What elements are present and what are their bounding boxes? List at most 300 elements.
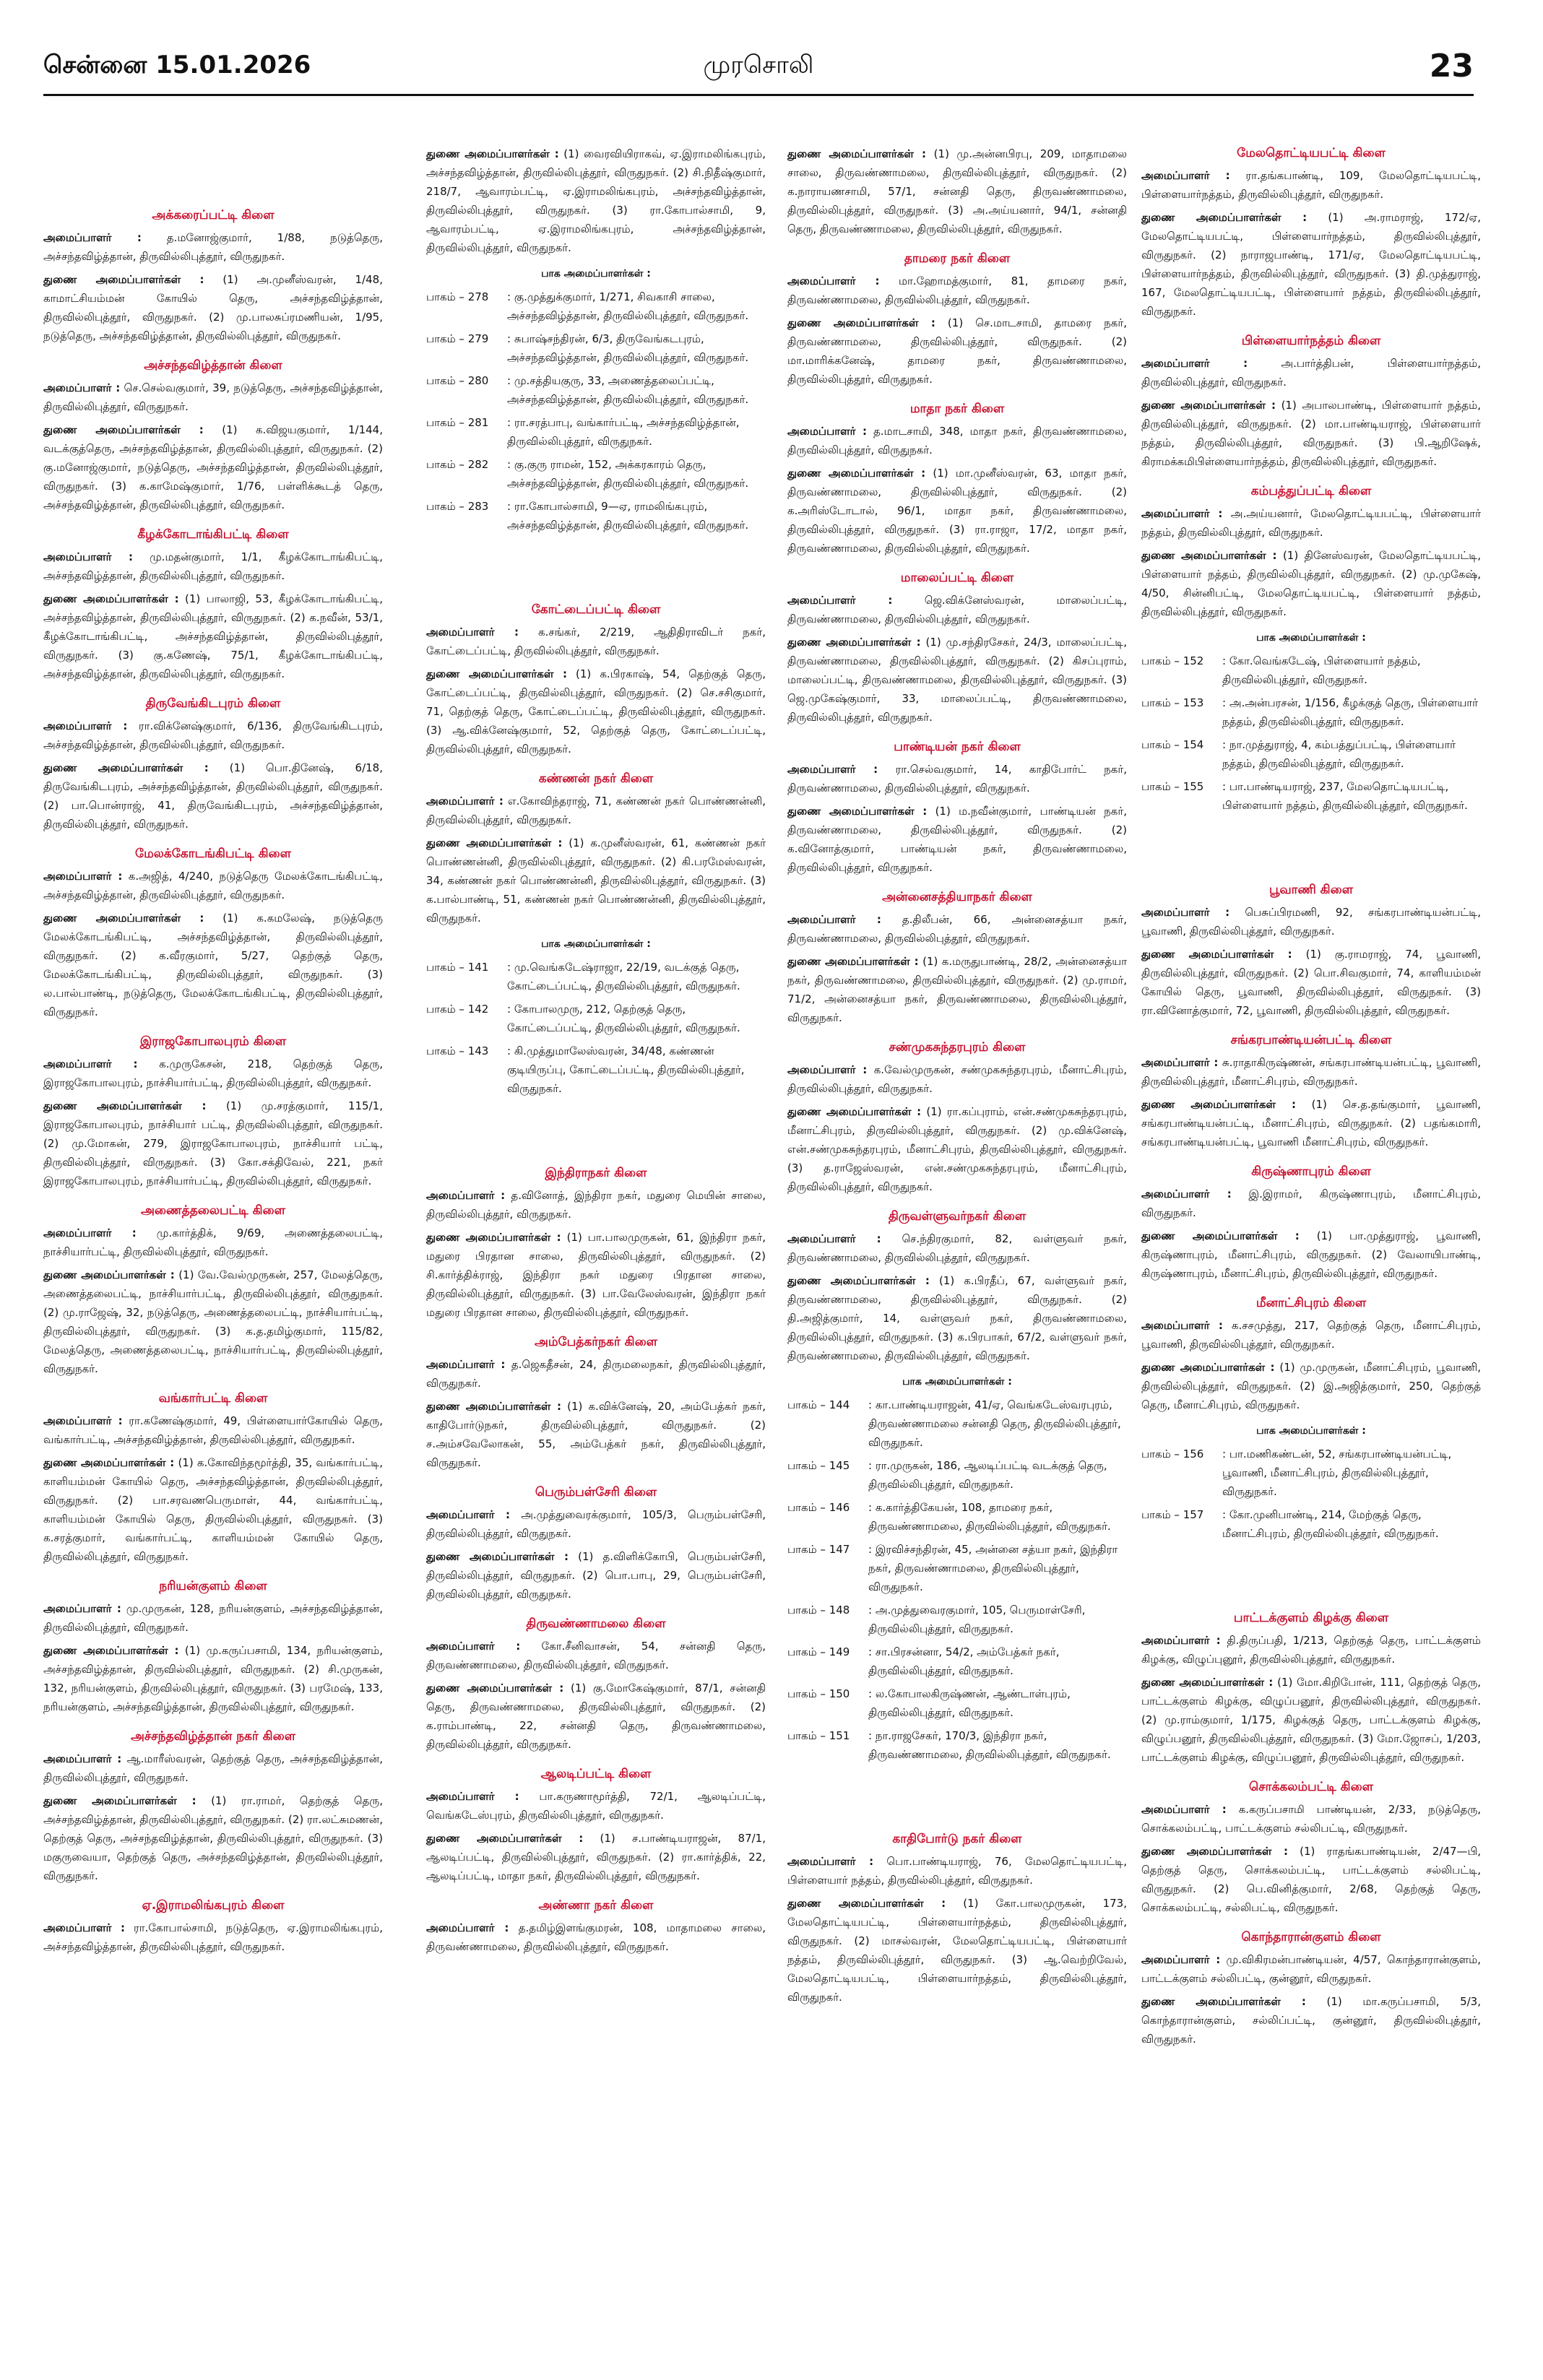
branch-heading: ஏ.இராமலிங்கபுரம் கிளை: [142, 1898, 285, 1913]
entry-text: (1) மு.முருகன், மீனாட்சிபுரம், பூவாணி, திருவில்லிபுத்தூர், விருதுநகர். (2) இ.அஜித்குமார், 250, தெற்குத் தெரு, மீனாட்சிபுரம், விருதுநகர்.: [1141, 1361, 1481, 1411]
booth-number: பாகம் – 153: [1141, 696, 1204, 709]
deputy-entry: [43, 1096, 383, 1190]
deputy-entry: [787, 464, 1127, 558]
entry-text: க.அஜித், 4/240, நடுத்தெரு மேலக்கோடங்கிபட்டி, அச்சந்தவிழ்த்தான், திருவில்லிபுத்தூர், விருதுநகர்.: [43, 870, 383, 901]
booth-row: [1141, 1445, 1481, 1501]
booth-number: பாகம் – 143: [426, 1044, 489, 1057]
entry-text: க.வேல்முருகன், சண்முகசுந்தரபுரம், மீனாட்சிபுரம், திருவில்லிபுத்தூர், விருதுநகர்.: [787, 1063, 1127, 1095]
booth-text: : சா.பிரசன்னா, 54/2, அம்பேத்கர் நகர், திருவில்லிபுத்தூர், விருதுநகர்.: [868, 1645, 1060, 1677]
booth-number: பாகம் – 150: [787, 1687, 850, 1700]
entry-text: இ.இராமர், கிருஷ்ணாபுரம், மீனாட்சிபுரம், விருதுநகர்.: [1141, 1187, 1481, 1219]
booth-row: [787, 1643, 1127, 1680]
booth-row: [1141, 693, 1481, 731]
leader-entry: [43, 1411, 383, 1449]
deputy-entry: [1141, 208, 1481, 321]
deputy-entry: [43, 1641, 383, 1716]
column-spacer: [1141, 819, 1481, 870]
booth-row: [787, 1726, 1127, 1764]
booth-text: : ரா.சரத்பாபு, வங்கார்பட்டி, அச்சந்தவிழ்த்தான், திருவில்லிபுத்தூர், விருதுநகர்.: [507, 416, 740, 448]
booth-row: [787, 1684, 1127, 1722]
deputy-label: துணை அமைப்பாளர்கள் :: [1141, 1361, 1275, 1374]
deputy-entry: [787, 633, 1127, 727]
entry-text: சு.ராதாகிருஷ்ணன், சங்கரபாண்டியன்பட்டி, பூவாணி, திருவில்லிபுத்தூர், மீனாட்சிபுரம், விருதுநகர்.: [1141, 1056, 1481, 1088]
branch-heading: ஆலடிப்பட்டி கிளை: [540, 1767, 652, 1781]
entry-text: மு.முருகன், 128, நரியன்குளம், அச்சந்தவிழ்த்தான், திருவில்லிபுத்தூர், விருதுநகர்.: [43, 1602, 383, 1634]
branch-heading: அச்சந்தவிழ்த்தான் கிளை: [144, 358, 282, 373]
deputy-label: துணை அமைப்பாளர்கள் :: [787, 955, 919, 968]
deputy-label: துணை அமைப்பாளர்கள் :: [426, 667, 567, 680]
branch-heading: கிருஷ்ணாபுரம் கிளை: [1251, 1164, 1371, 1179]
branch-heading: காதிபோர்டு நகர் கிளை: [892, 1832, 1022, 1846]
deputy-label: துணை அமைப்பாளர்கள் :: [787, 1897, 946, 1910]
entry-text: பா.கருணாமூர்த்தி, 72/1, ஆலடிப்பட்டி, வெங்கடேஸ்புரம், திருவில்லிபுத்தூர், விருதுநகர்.: [426, 1790, 766, 1822]
deputy-entry: [43, 1453, 383, 1566]
entry-text: (1) க.மருதுபாண்டி, 28/2, அன்னைசத்யா நகர், திருவண்ணாமலை, திருவில்லிபுத்தூர், விருதுநகர். (2) மு.ராமர், 71/2, அன்னைசத்யா நகர், திருவண்ணாமலை, திருவில்லிபுத்தூர், விருதுநகர்.: [787, 955, 1127, 1024]
leader-entry: [1141, 504, 1481, 542]
entry-text: மா.ஹோமத்குமார், 81, தாமரை நகர், திருவண்ணாமலை, திருவில்லிபுத்தூர், விருதுநகர்.: [787, 274, 1127, 306]
leader-entry: [43, 1055, 383, 1092]
leader-label: அமைப்பாளர் :: [426, 1921, 509, 1934]
leader-entry: [787, 910, 1127, 948]
leader-label: அமைப்பாளர் :: [43, 870, 123, 883]
entry-text: த.மனோஜ்குமார், 1/88, நடுத்தெரு, அச்சந்தவிழ்த்தான், திருவில்லிபுத்தூர், விருதுநகர்.: [43, 231, 383, 263]
deputy-label: துணை அமைப்பாளர்கள் :: [1141, 1995, 1306, 2008]
leader-label: அமைப்பாளர் :: [43, 719, 128, 732]
booth-heading: பாக அமைப்பாளர்கள் :: [541, 268, 651, 280]
entry-text: (1) மு.சந்திரசேகர், 24/3, மாலைப்பட்டி, திருவண்ணாமலை, திருவில்லிபுத்தூர், விருதுநகர். (2) கிசப்புராம், மாலைப்பட்டி, திருவண்ணாமலை, திருவில்லிபுத்தூர், விருதுநகர். (3) ஜெ.முகேஷ்குமார், 33, மாலைப்பட்டி, திருவண்ணாமலை, திருவில்லிபுத்தூர், விருதுநகர்.: [787, 636, 1127, 724]
deputy-label: துணை அமைப்பாளர்கள் :: [1141, 1676, 1274, 1689]
booth-row: [426, 455, 766, 493]
leader-entry: [1141, 354, 1481, 391]
booth-row: [426, 1042, 766, 1098]
deputy-label: துணை அமைப்பாளர்கள் :: [1141, 211, 1308, 224]
entry-text: (1) க.பிரதீப், 67, வள்ளுவர் நகர், திருவண்ணாமலை, திருவில்லிபுத்தூர், விருதுநகர். (2) தி.அஜித்குமார், 14, வள்ளுவர் நகர், திருவண்ணாமலை, திருவில்லிபுத்தூர், விருதுநகர். (3) க.பிரபாகர், 67/2, வள்ளுவர் நகர், திருவண்ணாமலை, திருவில்லிபுத்தூர், விருதுநகர்.: [787, 1274, 1127, 1362]
deputy-entry: [1141, 945, 1481, 1020]
booth-text: : பா.மணிகண்டன், 52, சங்கரபாண்டியன்பட்டி, பூவாணி, மீனாட்சிபுரம், திருவில்லிபுத்தூர், விருதுநகர்.: [1222, 1448, 1452, 1498]
entry-text: (1) மு.சரத்குமார், 115/1, இராஜகோபாலபுரம், நாச்சியார் பட்டி, திருவில்லிபுத்தூர், விருதுநகர். (2) மு.மோகன், 279, இராஜகோபாலபுரம், நாச்சியார் பட்டி, திருவில்லிபுத்தூர், விருதுநகர். (3) கோ.சக்திவேல், 221, நகர் இராஜகோபாலபுரம், நாச்சியார்பட்டி, திருவில்லிபுத்தூர், விருதுநகர்.: [43, 1099, 383, 1187]
deputy-label: துணை அமைப்பாளர்கள் :: [426, 1832, 584, 1845]
deputy-label: துணை அமைப்பாளர்கள் :: [43, 592, 179, 605]
leader-entry: [1141, 1950, 1481, 1988]
booth-number: பாகம் – 142: [426, 1003, 489, 1016]
entry-text: (1) கு.ராமராஜ், 74, பூவாணி, திருவில்லிபுத்தூர், விருதுநகர். (2) பொ.சிவகுமார், 74, காளியம்மன் கோயில் தெரு, பூவாணி, திருவில்லிபுத்தூர், விருதுநகர். (3) ரா.வினோத்குமார், 72, பூவாணி, திருவில்லிபுத்தூர், விருதுநகர்.: [1141, 948, 1481, 1017]
leader-entry: [43, 1599, 383, 1637]
booth-text: : க.கார்த்திகேயன், 108, தாமரை நகர், திருவண்ணாமலை, திருவில்லிபுத்தூர், விருதுநகர்.: [868, 1501, 1111, 1533]
booth-text: : மு.வெங்கடேஷ்ராஜா, 22/19, வடக்குத் தெரு, கோட்டைப்பட்டி, திருவில்லிபுத்தூர், விருதுநகர்.: [507, 961, 740, 992]
deputy-entry: [787, 144, 1127, 238]
booth-row: [787, 1456, 1127, 1494]
booth-row: [426, 1000, 766, 1037]
branch-heading: திருவேங்கிடபுரம் கிளை: [145, 696, 281, 711]
leader-label: அமைப்பாளர் :: [787, 913, 881, 926]
entry-text: (1) க.விக்னேஷ், 20, அம்பேத்கர் நகர், காதிபோர்டுநகர், திருவில்லிபுத்தூர், விருதுநகர். (2) ச.அம்சவேலோகன், 55, அம்பேத்கர் நகர், திருவில்லிபுத்தூர், விருதுநகர்.: [426, 1400, 766, 1469]
deputy-entry: [43, 1265, 383, 1378]
entry-text: (1) மா.முனீஸ்வரன், 63, மாதா நகர், திருவண்ணாமலை, திருவில்லிபுத்தூர், விருதுநகர். (2) க.அரிஸ்டோடால், 96/1, மாதா நகர், திருவண்ணாமலை, திருவில்லிபுத்தூர், விருதுநகர். (3) ரா.ராஜா, 17/2, மாதா நகர், திருவண்ணாமலை, திருவில்லிபுத்தூர், விருதுநகர்.: [787, 467, 1127, 555]
header-rule: [43, 94, 1474, 96]
deputy-entry: [1141, 546, 1481, 621]
deputy-entry: [1141, 1226, 1481, 1283]
masthead: [43, 48, 1474, 87]
entry-text: (1) மோ.கிறிபோன், 111, தெற்குத் தெரு, பாட்டக்குளம் கிழக்கு, விழுப்பனூர், திருவில்லிபுத்தூர், விருதுநகர். (2) மு.ராம்குமார், 1/175, கிழக்குத் தெரு, பாட்டக்குளம் கிழக்கு, விழுப்பனூர், திருவில்லிபுத்தூர், விருதுநகர். (3) மோ.ஜோசப், 1/203, பாட்டக்குளம் கிழக்கு, விழுப்பனூர், திருவில்லிபுத்தூர், விருதுநகர்.: [1141, 1676, 1481, 1764]
entry-text: (1) ரா.கப்புராம், என்.சண்முகசுந்தரபுரம், மீனாட்சிபுரம், திருவில்லிபுத்தூர், விருதுநகர். (2) மு.விக்னேஷ், என்.சண்முகசுந்தரபுரம், மீனாட்சிபுரம், திருவில்லிபுத்தூர், விருதுநகர். (3) த.ராஜேஸ்வரன், என்.சண்முகசுந்தரபுரம், மீனாட்சிபுரம், திருவில்லிபுத்தூர், விருதுநகர்.: [787, 1105, 1127, 1193]
deputy-label: துணை அமைப்பாளர்கள் :: [426, 1400, 561, 1413]
booth-heading: பாக அமைப்பாளர்கள் :: [1256, 632, 1366, 644]
deputy-entry: [1141, 1842, 1481, 1917]
deputy-label: துணை அமைப்பாளர்கள் :: [787, 1105, 922, 1118]
column-2: [426, 144, 766, 2355]
leader-label: அமைப்பாளர் :: [43, 550, 133, 563]
booth-heading: பாக அமைப்பாளர்கள் :: [541, 938, 651, 950]
booth-text: : கி.முத்துமாலேஸ்வரன், 34/48, கண்ணன் குடியிருப்பு, கோட்டைப்பட்டி, திருவில்லிபுத்தூர், விருதுநகர்.: [507, 1044, 745, 1095]
booth-number: பாகம் – 279: [426, 332, 489, 345]
deputy-entry: [787, 802, 1127, 877]
booth-number: பாகம் – 154: [1141, 738, 1204, 751]
leader-label: அமைப்பாளர் :: [1141, 1634, 1221, 1647]
column-spacer: [43, 144, 383, 195]
booth-row: [787, 1498, 1127, 1536]
leader-entry: [43, 1224, 383, 1261]
deputy-entry: [1141, 1358, 1481, 1414]
deputy-entry: [426, 1679, 766, 1754]
booth-text: : நா.ராஜசேகர், 170/3, இந்திரா நகர், திருவண்ணாமலை, திருவில்லிபுத்தூர், விருதுநகர்.: [868, 1729, 1111, 1761]
deputy-label: துணை அமைப்பாளர்கள் :: [426, 147, 559, 160]
issue-date: சென்னை 15.01.2026: [43, 51, 311, 79]
branch-heading: பாட்டக்குளம் கிழக்கு கிளை: [1233, 1611, 1389, 1625]
booth-number: பாகம் – 155: [1141, 780, 1204, 793]
branch-heading: மேலக்கோடங்கிபட்டி கிளை: [135, 847, 291, 861]
booth-text: : கு.முத்துக்குமார், 1/271, சிவகாசி சாலை, அச்சந்தவிழ்த்தான், திருவில்லிபுத்தூர், விருதுநகர்.: [507, 290, 749, 322]
booth-number: பாகம் – 157: [1141, 1508, 1204, 1521]
booth-text: : ரா.முருகன், 186, ஆலடிப்பட்டி வடக்குத் தெரு, திருவில்லிபுத்தூர், விருதுநகர்.: [868, 1459, 1107, 1491]
entry-text: பெசுப்பிரமணி, 92, சங்கரபாண்டியன்பட்டி, பூவாணி, திருவில்லிபுத்தூர், விருதுநகர்.: [1141, 906, 1481, 938]
booth-row: [1141, 777, 1481, 815]
leader-label: அமைப்பாளர் :: [426, 1358, 506, 1371]
leader-label: அமைப்பாளர் :: [787, 274, 880, 287]
entry-text: த.ஜெகதீசன், 24, திருமலைநகர், திருவில்லிபுத்தூர், விருதுநகர்.: [426, 1358, 766, 1390]
branch-heading: அண்ணா நகர் கிளை: [538, 1898, 654, 1913]
entry-text: க.சங்கர், 2/219, ஆதிதிராவிடர் நகர், கோட்டைப்பட்டி, திருவில்லிபுத்தூர், விருதுநகர்.: [426, 626, 766, 657]
leader-label: அமைப்பாளர் :: [43, 1602, 121, 1615]
column-spacer: [426, 539, 766, 589]
leader-entry: [787, 591, 1127, 628]
booth-row: [426, 371, 766, 409]
leader-label: அமைப்பாளர் :: [1141, 1953, 1221, 1966]
booth-row: [1141, 735, 1481, 773]
entry-text: அ.அய்யனார், மேலதொட்டியபட்டி, பிள்ளையார் நத்தம், திருவில்லிபுத்தூர், விருதுநகர்.: [1141, 507, 1481, 539]
entry-text: (1) பொ.தினேஷ், 6/18, திருவேங்கிடபுரம், அச்சந்தவிழ்த்தான், திருவில்லிபுத்தூர், விருதுநகர். (2) பா.பொன்ராஜ், 41, திருவேங்கிடபுரம், அச்சந்தவிழ்த்தான், திருவில்லிபுத்தூர், விருதுநகர்.: [43, 761, 383, 831]
branch-heading: திருவள்ளுவர்நகர் கிளை: [888, 1209, 1026, 1224]
leader-entry: [426, 1918, 766, 1956]
booth-number: பாகம் – 148: [787, 1604, 850, 1617]
entry-text: (1) மு.அன்னபிரபு, 209, மாதாமலை சாலை, திருவண்ணாமலை, திருவில்லிபுத்தூர், விருதுநகர். (2) க.நாராயணசாமி, 57/1, சன்னதி தெரு, திருவண்ணாமலை, திருவில்லிபுத்தூர், விருதுநகர். (3) அ.அய்யனார், 94/1, சன்னதி தெரு, திருவண்ணாமலை, திருவில்லிபுத்தூர், விருதுநகர்.: [787, 147, 1127, 235]
entry-text: மு.மதன்குமார், 1/1, கீழக்கோடாங்கிபட்டி, அச்சந்தவிழ்த்தான், திருவில்லிபுத்தூர், விருதுநகர்.: [43, 550, 383, 582]
leader-entry: [1141, 1185, 1481, 1222]
branch-heading: நரியன்குளம் கிளை: [159, 1579, 267, 1593]
booth-row: [787, 1540, 1127, 1596]
deputy-label: துணை அமைப்பாளர்கள் :: [43, 912, 204, 925]
branch-heading: திருவண்ணாமலை கிளை: [526, 1617, 666, 1631]
branch-heading: இந்திராநகர் கிளை: [545, 1166, 647, 1180]
column-4: [1141, 144, 1481, 2355]
entry-text: செ.செல்வகுமார், 39, நடுத்தெரு, அச்சந்தவிழ்த்தான், திருவில்லிபுத்தூர், விருதுநகர்.: [43, 381, 383, 413]
leader-entry: [1141, 1631, 1481, 1669]
entry-text: த.தமிழ்இளங்குமரன், 108, மாதாமலை சாலை, திருவண்ணாமலை, திருவில்லிபுத்தூர், விருதுநகர்.: [426, 1921, 766, 1953]
branch-heading: பாண்டியன் நகர் கிளை: [894, 740, 1021, 754]
leader-entry: [426, 1355, 766, 1393]
leader-entry: [43, 867, 383, 904]
leader-label: அமைப்பாளர் :: [787, 1232, 881, 1245]
leader-entry: [787, 1852, 1127, 1890]
deputy-entry: [426, 144, 766, 257]
deputy-label: துணை அமைப்பாளர்கள் :: [43, 1644, 179, 1657]
deputy-entry: [426, 665, 766, 758]
leader-entry: [43, 228, 383, 266]
deputy-entry: [426, 1829, 766, 1885]
booth-number: பாகம் – 146: [787, 1501, 850, 1514]
entry-text: (1) க.விஜயகுமார், 1/144, வடக்குத்தெரு, அச்சந்தவிழ்த்தான், திருவில்லிபுத்தூர், விருதுநகர். (2) கு.மனோஜ்குமார், நடுத்தெரு, அச்சந்தவிழ்த்தான், திருவில்லிபுத்தூர், விருதுநகர். (3) க.காமேஷ்குமார், 1/76, பள்ளிக்கூடத் தெரு, அச்சந்தவிழ்த்தான், திருவில்லிபுத்தூர், விருதுநகர்.: [43, 423, 383, 511]
leader-label: அமைப்பாளர் :: [43, 1414, 123, 1427]
branch-heading: அணைத்தலைபட்டி கிளை: [141, 1203, 285, 1218]
entry-text: (1) செ.மாடசாமி, தாமரை நகர், திருவண்ணாமலை, திருவில்லிபுத்தூர், விருதுநகர். (2) மா.மாரிக்கனேஷ், தாமரை நகர், திருவண்ணாமலை, திருவில்லிபுத்தூர், விருதுநகர்.: [787, 316, 1127, 386]
leader-entry: [787, 760, 1127, 797]
deputy-label: துணை அமைப்பாளர்கள் :: [787, 1274, 930, 1287]
branch-heading: மாலைப்பட்டி கிளை: [900, 571, 1014, 585]
booth-number: பாகம் – 152: [1141, 654, 1204, 667]
booth-text: : கோ.வெங்கடேஷ், பிள்ளையார் நத்தம், திருவில்லிபுத்தூர், விருதுநகர்.: [1222, 654, 1421, 686]
leader-entry: [426, 1505, 766, 1543]
branch-heading: மேலதொட்டியபட்டி கிளை: [1237, 146, 1386, 160]
entry-text: (1) ரா.ராமர், தெற்குத் தெரு, அச்சந்தவிழ்த்தான், திருவில்லிபுத்தூர், விருதுநகர். (2) ரா.லட்சுமணன், தெற்குத் தெரு, அச்சந்தவிழ்த்தான், திருவில்லிபுத்தூர், விருதுநகர். (3) மகுருவையா, தெற்குத் தெரு, அச்சந்தவிழ்த்தான், திருவில்லிபுத்தூர், விருதுநகர்.: [43, 1794, 383, 1882]
branch-heading: சொக்கலம்பட்டி கிளை: [1248, 1780, 1374, 1794]
branch-heading: மாதா நகர் கிளை: [909, 402, 1005, 416]
deputy-entry: [43, 758, 383, 834]
booth-text: : சுபாஷ்சந்திரன், 6/3, திருவேங்கடபுரம், அச்சந்தவிழ்த்தான், திருவில்லிபுத்தூர், விருதுநகர்.: [507, 332, 749, 364]
branch-heading: கண்ணன் நகர் கிளை: [538, 771, 654, 786]
booth-text: : கா.பாண்டியராஜன், 41/ஏ, வெங்கடேஸ்வரபுரம், திருவண்ணாமலை சன்னதி தெரு, திருவில்லிபுத்தூர், விருதுநகர்.: [868, 1398, 1121, 1449]
deputy-label: துணை அமைப்பாளர்கள் :: [787, 805, 928, 818]
booth-number: பாகம் – 151: [787, 1729, 850, 1742]
deputy-label: துணை அமைப்பாளர்கள் :: [43, 1456, 175, 1469]
booth-row: [426, 413, 766, 451]
leader-label: அமைப்பாளர் :: [426, 1508, 511, 1521]
entry-text: (1) ம.நவீன்குமார், பாண்டியன் நகர், திருவண்ணாமலை, திருவில்லிபுத்தூர், விருதுநகர். (2) க.வினோத்குமார், பாண்டியன் நகர், திருவண்ணாமலை, திருவில்லிபுத்தூர், விருதுநகர்.: [787, 805, 1127, 874]
booth-row: [1141, 652, 1481, 689]
deputy-entry: [787, 1271, 1127, 1365]
booth-text: : கு.குரு ராமன், 152, அக்கரகாரம் தெரு, அச்சந்தவிழ்த்தான், திருவில்லிபுத்தூர், விருதுநகர்.: [507, 458, 749, 490]
deputy-entry: [1141, 1673, 1481, 1767]
branch-heading: பூவாணி கிளை: [1268, 883, 1354, 897]
branch-heading: அக்கரைப்பட்டி கிளை: [152, 208, 275, 222]
entry-text: (1) மு.கருப்பசாமி, 134, நரியன்குளம், அச்சந்தவிழ்த்தான், திருவில்லிபுத்தூர், விருதுநகர். (2) சி.முருகன், 132, நரியன்குளம், திருவில்லிபுத்தூர், விருதுநகர். (3) பரமேஷ், 133, நரியன்குளம், அச்சந்தவிழ்த்தான், திருவில்லிபுத்தூர், விருதுநகர்.: [43, 1644, 383, 1713]
deputy-entry: [787, 1894, 1127, 2007]
deputy-entry: [43, 420, 383, 514]
branch-heading: வங்கார்பட்டி கிளை: [158, 1391, 268, 1406]
entry-text: ரா.கணேஷ்குமார், 49, பிள்ளையார்கோயில் தெரு, வங்கார்பட்டி, அச்சந்தவிழ்த்தான், திருவில்லிபுத்தூர், விருதுநகர்.: [43, 1414, 383, 1446]
leader-entry: [426, 1787, 766, 1825]
entry-text: (1) க.கமலேஷ், நடுத்தெரு மேலக்கோடங்கிபட்டி, அச்சந்தவிழ்த்தான், திருவில்லிபுத்தூர், விருதுநகர். (2) க.வீரகுமார், 5/27, தெற்குத் தெரு, மேலக்கோடங்கிபட்டி, திருவில்லிபுத்தூர், விருதுநகர். (3) ல.பால்பாண்டி, நடுத்தெரு, மேலக்கோடங்கிபட்டி, திருவில்லிபுத்தூர், விருதுநகர்.: [43, 912, 383, 1018]
leader-entry: [1141, 903, 1481, 940]
entry-text: (1) தினேஸ்வரன், மேலதொட்டியபட்டி, பிள்ளையார் நத்தம், திருவில்லிபுத்தூர், விருதுநகர். (2) மு.முகேஷ், 4/50, சின்னிபட்டி, மேலதொட்டியபட்டி, பிள்ளையார் நத்தம், திருவில்லிபுத்தூர், விருதுநகர்.: [1141, 549, 1481, 618]
entry-text: (1) மா.கருப்பசாமி, 5/3, கொந்தாரான்குளம், சல்லிப்பட்டி, குன்னூர், திருவில்லிபுத்தூர், விருதுநகர்.: [1141, 1995, 1481, 2046]
entry-text: ஜெ.விக்னேஸ்வரன், மாலைப்பட்டி, திருவண்ணாமலை, திருவில்லிபுத்தூர், விருதுநகர்.: [787, 594, 1127, 626]
leader-entry: [43, 378, 383, 416]
entry-text: த.வினோத், இந்திரா நகர், மதுரை மெயின் சாலை, திருவில்லிபுத்தூர், விருதுநகர்.: [426, 1189, 766, 1221]
booth-number: பாகம் – 282: [426, 458, 489, 471]
entry-text: செ.ந்திரகுமார், 82, வள்ளுவர் நகர், திருவண்ணாமலை, திருவில்லிபுத்தூர், விருதுநகர்.: [787, 1232, 1127, 1264]
entry-text: மு.விகிரமன்பாண்டியன், 4/57, கொந்தாரான்குளம், பாட்டக்குளம் சல்லிபட்டி, குன்னூர், விருதுநகர்.: [1141, 1953, 1481, 1985]
leader-label: அமைப்பாளர் :: [43, 1226, 137, 1239]
column-spacer: [787, 1768, 1127, 1819]
booth-number: பாகம் – 141: [426, 961, 489, 974]
booth-text: : மு.சத்தியகுரு, 33, அணைத்தலைப்பட்டி, அச்சந்தவிழ்த்தான், திருவில்லிபுத்தூர், விருதுநகர்.: [507, 374, 749, 406]
leader-entry: [1141, 1800, 1481, 1838]
deputy-label: துணை அமைப்பாளர்கள் :: [1141, 1845, 1288, 1858]
booth-number: பாகம் – 281: [426, 416, 489, 429]
leader-entry: [787, 422, 1127, 459]
deputy-entry: [1141, 1095, 1481, 1151]
leader-label: அமைப்பாளர் :: [1141, 1319, 1223, 1332]
branch-heading: சங்கரபாண்டியன்பட்டி கிளை: [1230, 1033, 1392, 1047]
entry-text: மு.கார்த்திக், 9/69, அணைத்தலைபட்டி, நாச்சியார்பட்டி, திருவில்லிபுத்தூர், விருதுநகர்.: [43, 1226, 383, 1258]
deputy-label: துணை அமைப்பாளர்கள் :: [426, 1231, 561, 1244]
deputy-entry: [43, 1791, 383, 1885]
leader-label: அமைப்பாளர் :: [787, 763, 878, 776]
column-1: [43, 144, 383, 2355]
entry-text: த.மாடசாமி, 348, மாதா நகர், திருவண்ணாமலை, திருவில்லிபுத்தூர், விருதுநகர்.: [787, 425, 1127, 456]
leader-label: அமைப்பாளர் :: [787, 425, 867, 438]
booth-number: பாகம் – 283: [426, 500, 489, 513]
deputy-label: துணை அமைப்பாளர்கள் :: [43, 1268, 175, 1281]
deputy-entry: [787, 1102, 1127, 1196]
branch-heading: பெரும்பள்சேரி கிளை: [535, 1485, 657, 1500]
page-number: 23: [1429, 48, 1474, 85]
booth-row: [787, 1601, 1127, 1638]
leader-entry: [1141, 1316, 1481, 1354]
leader-entry: [426, 792, 766, 829]
deputy-entry: [43, 270, 383, 345]
leader-label: அமைப்பாளர் :: [426, 626, 519, 639]
deputy-label: துணை அமைப்பாளர்கள் :: [43, 761, 209, 774]
column-spacer: [426, 1102, 766, 1153]
deputy-label: துணை அமைப்பாளர்கள் :: [43, 1794, 196, 1807]
branch-heading: மீனாட்சிபுரம் கிளை: [1255, 1296, 1367, 1310]
entry-text: (1) பாலாஜி, 53, கீழக்கோடாங்கிபட்டி, அச்சந்தவிழ்த்தான், திருவில்லிபுத்தூர், விருதுநகர். (2) க.நவீன், 53/1, கீழக்கோடாங்கிபட்டி, அச்சந்தவிழ்த்தான், திருவில்லிபுத்தூர், விருதுநகர். (3) கு.கணேஷ், 75/1, கீழக்கோடாங்கிபட்டி, அச்சந்தவிழ்த்தான், திருவில்லிபுத்தூர், விருதுநகர்.: [43, 592, 383, 680]
deputy-entry: [1141, 1992, 1481, 2048]
entry-text: தி.திருப்பதி, 1/213, தெற்குத் தெரு, பாட்டக்குளம் கிழக்கு, விழுப்புனூர், திருவில்லிபுத்தூர், விருதுநகர்.: [1141, 1634, 1481, 1666]
entry-text: த.திலீபன், 66, அன்னைசத்யா நகர், திருவண்ணாமலை, திருவில்லிபுத்தூர், விருதுநகர்.: [787, 913, 1127, 945]
leader-label: அமைப்பாளர் :: [787, 1063, 868, 1076]
entry-text: க.கருப்பசாமி பாண்டியன், 2/33, நடுத்தெரு, சொக்கலம்பட்டி, பாட்டக்குளம் சல்லிபட்டி, விருதுநகர்.: [1141, 1803, 1481, 1835]
booth-number: பாகம் – 280: [426, 374, 489, 387]
branch-heading: கோட்டைப்பட்டி கிளை: [531, 602, 661, 617]
deputy-label: துணை அமைப்பாளர்கள் :: [43, 1099, 207, 1112]
entry-text: (1) க.பிரகாஷ், 54, தெற்குத் தெரு, கோட்டைப்பட்டி, திருவில்லிபுத்தூர், விருதுநகர். (2) செ.சசிகுமார், 71, தெற்குத் தெரு, கோட்டைப்பட்டி, திருவில்லிபுத்தூர், விருதுநகர். (3) ஆ.விக்னேஷ்குமார், 52, தெற்குத் தெரு, கோட்டைப்பட்டி, திருவில்லிபுத்தூர், விருதுநகர்.: [426, 667, 766, 756]
leader-label: அமைப்பாளர் :: [426, 1790, 519, 1803]
deputy-label: துணை அமைப்பாளர்கள் :: [426, 1682, 564, 1695]
entry-text: அ.பார்த்திபன், பிள்ளையார்நத்தம், திருவில்லிபுத்தூர், விருதுநகர்.: [1141, 357, 1481, 389]
leader-label: அமைப்பாளர் :: [43, 381, 121, 394]
booth-text: : அ.அன்பரசன், 1/156, கீழக்குத் தெரு, பிள்ளையார் நத்தம், திருவில்லிபுத்தூர், விருதுநகர்.: [1222, 696, 1478, 728]
entry-text: (1) அ.ராமராஜ், 172/ஏ, மேலதொட்டியபட்டி, பிள்ளையார்நத்தம், திருவில்லிபுத்தூர், விருதுநகர். (2) நாராஜபாண்டி, 171/ஏ, மேலதொட்டியபட்டி, பிள்ளையார்நத்தம், திருவில்லிபுத்தூர், விருதுநகர். (3) தி.முத்துராஜ், 167, மேலதொட்டியபட்டி, பிள்ளையார் நத்தம், திருவில்லிபுத்தூர், விருதுநகர்.: [1141, 211, 1481, 318]
deputy-label: துணை அமைப்பாளர்கள் :: [1141, 1229, 1300, 1242]
booth-row: [426, 958, 766, 995]
booth-row: [426, 329, 766, 367]
leader-label: அமைப்பாளர் :: [1141, 1056, 1219, 1069]
branch-heading: கீழக்கோடாங்கிபட்டி கிளை: [137, 527, 289, 542]
leader-label: அமைப்பாளர் :: [1141, 1803, 1227, 1816]
leader-label: அமைப்பாளர் :: [426, 1189, 506, 1202]
entry-text: (1) க.கோவிந்தமூர்த்தி, 35, வங்கார்பட்டி, காளியம்மன் கோயில் தெரு, அச்சந்தவிழ்த்தான், திருவில்லிபுத்தூர், விருதுநகர். (2) பா.சரவணபெருமாள், 44, வங்கார்பட்டி, காளியம்மன் கோயில் தெரு, திருவில்லிபுத்தூர், விருதுநகர். (3) க.சரத்குமார், வங்கார்பட்டி, காளியம்மன் கோயில் தெரு, திருவில்லிபுத்தூர், விருதுநகர்.: [43, 1456, 383, 1563]
leader-entry: [787, 1060, 1127, 1098]
deputy-entry: [1141, 396, 1481, 471]
entry-text: (1) கோ.பாலமுருகன், 173, மேலதொட்டியபட்டி, பிள்ளையார்நத்தம், திருவில்லிபுத்தூர், விருதுநகர். (2) மாசல்வரன், மேலதொட்டியபட்டி, பிள்ளையார் நத்தம், திருவில்லிபுத்தூர், விருதுநகர். (3) ஆ.வெற்றிவேல், மேலதொட்டியபட்டி, பிள்ளையார்நத்தம், திருவில்லிபுத்தூர், விருதுநகர்.: [787, 1897, 1127, 2004]
deputy-label: துணை அமைப்பாளர்கள் :: [43, 273, 204, 286]
branch-heading: அம்பேத்கர்நகர் கிளை: [534, 1335, 658, 1349]
booth-text: : கோ.முனிபாண்டி, 214, மேற்குத் தெரு, மீனாட்சிபுரம், திருவில்லிபுத்தூர், விருதுநகர்.: [1222, 1508, 1439, 1540]
booth-heading: பாக அமைப்பாளர்கள் :: [902, 1376, 1012, 1388]
leader-entry: [1141, 166, 1481, 204]
deputy-label: துணை அமைப்பாளர்கள் :: [1141, 1098, 1296, 1111]
leader-label: அமைப்பாளர் :: [1141, 357, 1248, 370]
booth-text: : அ.முத்துவைரகுமார், 105, பெருமாள்சேரி, திருவில்லிபுத்தூர், விருதுநகர்.: [868, 1604, 1086, 1635]
entry-text: எ.கோவிந்தராஜ், 71, கண்ணன் நகர் பொண்ணன்னி, திருவில்லிபுத்தூர், விருதுநகர்.: [426, 795, 766, 826]
newspaper-name: முரசொலி: [703, 51, 814, 79]
entry-text: ரா.தங்கபாண்டி, 109, மேலதொட்டியபட்டி, பிள்ளையார்நத்தம், திருவில்லிபுத்தூர், விருதுநகர்.: [1141, 169, 1481, 201]
entry-text: (1) த.விளிக்கோபி, பெரும்பள்சேரி, திருவில்லிபுத்தூர், விருதுநகர். (2) பொ.பாபு, 29, பெரும்பள்சேரி, திருவில்லிபுத்தூர், விருதுநகர்.: [426, 1550, 766, 1601]
entry-text: (1) ச.பாண்டியராஜன், 87/1, ஆலடிப்பட்டி, திருவில்லிபுத்தூர், விருதுநகர். (2) ரா.கார்த்திக், 22, ஆலடிப்பட்டி, மாதா நகர், திருவில்லிபுத்தூர், விருதுநகர்.: [426, 1832, 766, 1882]
booth-text: : பா.பாண்டியராஜ், 237, மேலதொட்டியபட்டி, பிள்ளையார் நத்தம், திருவில்லிபுத்தூர், விருதுநகர்.: [1222, 780, 1468, 812]
branch-heading: இராஜகோபாலபுரம் கிளை: [139, 1034, 287, 1049]
leader-label: அமைப்பாளர் :: [43, 1057, 138, 1070]
deputy-label: துணை அமைப்பாளர்கள் :: [426, 1550, 569, 1563]
booth-text: : இரவிச்சந்திரன், 45, அன்னை சத்யா நகர், இந்திரா நகர், திருவண்ணாமலை, திருவில்லிபுத்தூர், விருதுநகர்.: [868, 1543, 1118, 1593]
entry-text: (1) வைரவியிராகவ், ஏ.இராமலிங்கபுரம், அச்சந்தவிழ்த்தான், திருவில்லிபுத்தூர், விருதுநகர். (2) சி.நிதீஷ்குமார், 218/7, ஆவாரம்பட்டி, ஏ.இராமலிங்கபுரம், அச்சந்தவிழ்த்தான், திருவில்லிபுத்தூர், விருதுநகர். (3) ரா.கோபால்சாமி, 9, ஆவாரம்பட்டி, ஏ.இராமலிங்கபுரம், அச்சந்தவிழ்த்தான், திருவில்லிபுத்தூர், விருதுநகர்.: [426, 147, 766, 254]
leader-entry: [1141, 1053, 1481, 1091]
entry-text: ரா.கோபால்சாமி, நடுத்தெரு, ஏ.இராமலிங்கபுரம், அச்சந்தவிழ்த்தான், திருவில்லிபுத்தூர், விருதுநகர்.: [43, 1921, 383, 1953]
deputy-label: துணை அமைப்பாளர்கள் :: [787, 316, 935, 329]
entry-text: கோ.சீனிவாசன், 54, சன்னதி தெரு, திருவண்ணாமலை, திருவில்லிபுத்தூர், விருதுநகர்.: [426, 1640, 766, 1671]
booth-number: பாகம் – 145: [787, 1459, 850, 1472]
leader-label: அமைப்பாளர் :: [426, 795, 503, 808]
deputy-entry: [426, 1547, 766, 1604]
leader-label: அமைப்பாளர் :: [787, 594, 893, 607]
leader-label: அமைப்பாளர் :: [43, 1921, 125, 1934]
deputy-entry: [787, 313, 1127, 389]
deputy-entry: [426, 834, 766, 927]
leader-entry: [43, 717, 383, 754]
entry-text: (1) ராதங்கபாண்டியன், 2/47—பி, தெற்குத் தெரு, சொக்கலம்பட்டி, பாட்டக்குளம் சல்லிபட்டி, விருதுநகர். (2) பெ.வினித்குமார், 2/68, தெற்குத் தெரு, சொக்கலம்பட்டி, சல்லிபட்டி, விருதுநகர்.: [1141, 1845, 1481, 1914]
deputy-entry: [426, 1397, 766, 1472]
branch-heading: கொந்தாரான்குளம் கிளை: [1241, 1930, 1381, 1944]
leader-entry: [426, 623, 766, 660]
leader-label: அமைப்பாளர் :: [1141, 507, 1223, 520]
branch-heading: பிள்ளையார்நத்தம் கிளை: [1241, 334, 1381, 348]
entry-text: (1) அ.முனீஸ்வரன், 1/48, காமாட்சியம்மன் கோயில் தெரு, அச்சந்தவிழ்த்தான், திருவில்லிபுத்தூர், விருதுநகர். (2) மு.பாலசுப்ரமணியன், 1/95, நடுத்தெரு, அச்சந்தவிழ்த்தான், திருவில்லிபுத்தூர், விருதுநகர்.: [43, 273, 383, 342]
booth-number: பாகம் – 147: [787, 1543, 850, 1556]
entry-text: (1) அபாலபாண்டி, பிள்ளையார் நத்தம், திருவில்லிபுத்தூர், விருதுநகர். (2) மா.பாண்டியராஜ், பிள்ளையார் நத்தம், திருவில்லிபுத்தூர், விருதுநகர். (3) பி.ஆறிஷேக், கிராமக்கமிபிள்ளையார்நத்தம், திருவில்லிபுத்தூர், விருதுநகர்.: [1141, 399, 1481, 468]
deputy-label: துணை அமைப்பாளர்கள் :: [787, 636, 921, 649]
leader-entry: [426, 1637, 766, 1674]
entry-text: க.முருகேசன், 218, தெற்குத் தெரு, இராஜகோபாலபுரம், நாச்சியார்பட்டி, திருவில்லிபுத்தூர், விருதுநகர்.: [43, 1057, 383, 1089]
leader-label: அமைப்பாளர் :: [1141, 906, 1230, 919]
leader-label: அமைப்பாளர் :: [43, 1752, 122, 1765]
booth-number: பாகம் – 144: [787, 1398, 850, 1411]
deputy-entry: [426, 1228, 766, 1322]
deputy-label: துணை அமைப்பாளர்கள் :: [787, 467, 926, 480]
deputy-label: துணை அமைப்பாளர்கள் :: [787, 147, 927, 160]
booth-number: பாகம் – 278: [426, 290, 489, 303]
branch-heading: அச்சந்தவிழ்த்தான் நகர் கிளை: [130, 1729, 296, 1744]
